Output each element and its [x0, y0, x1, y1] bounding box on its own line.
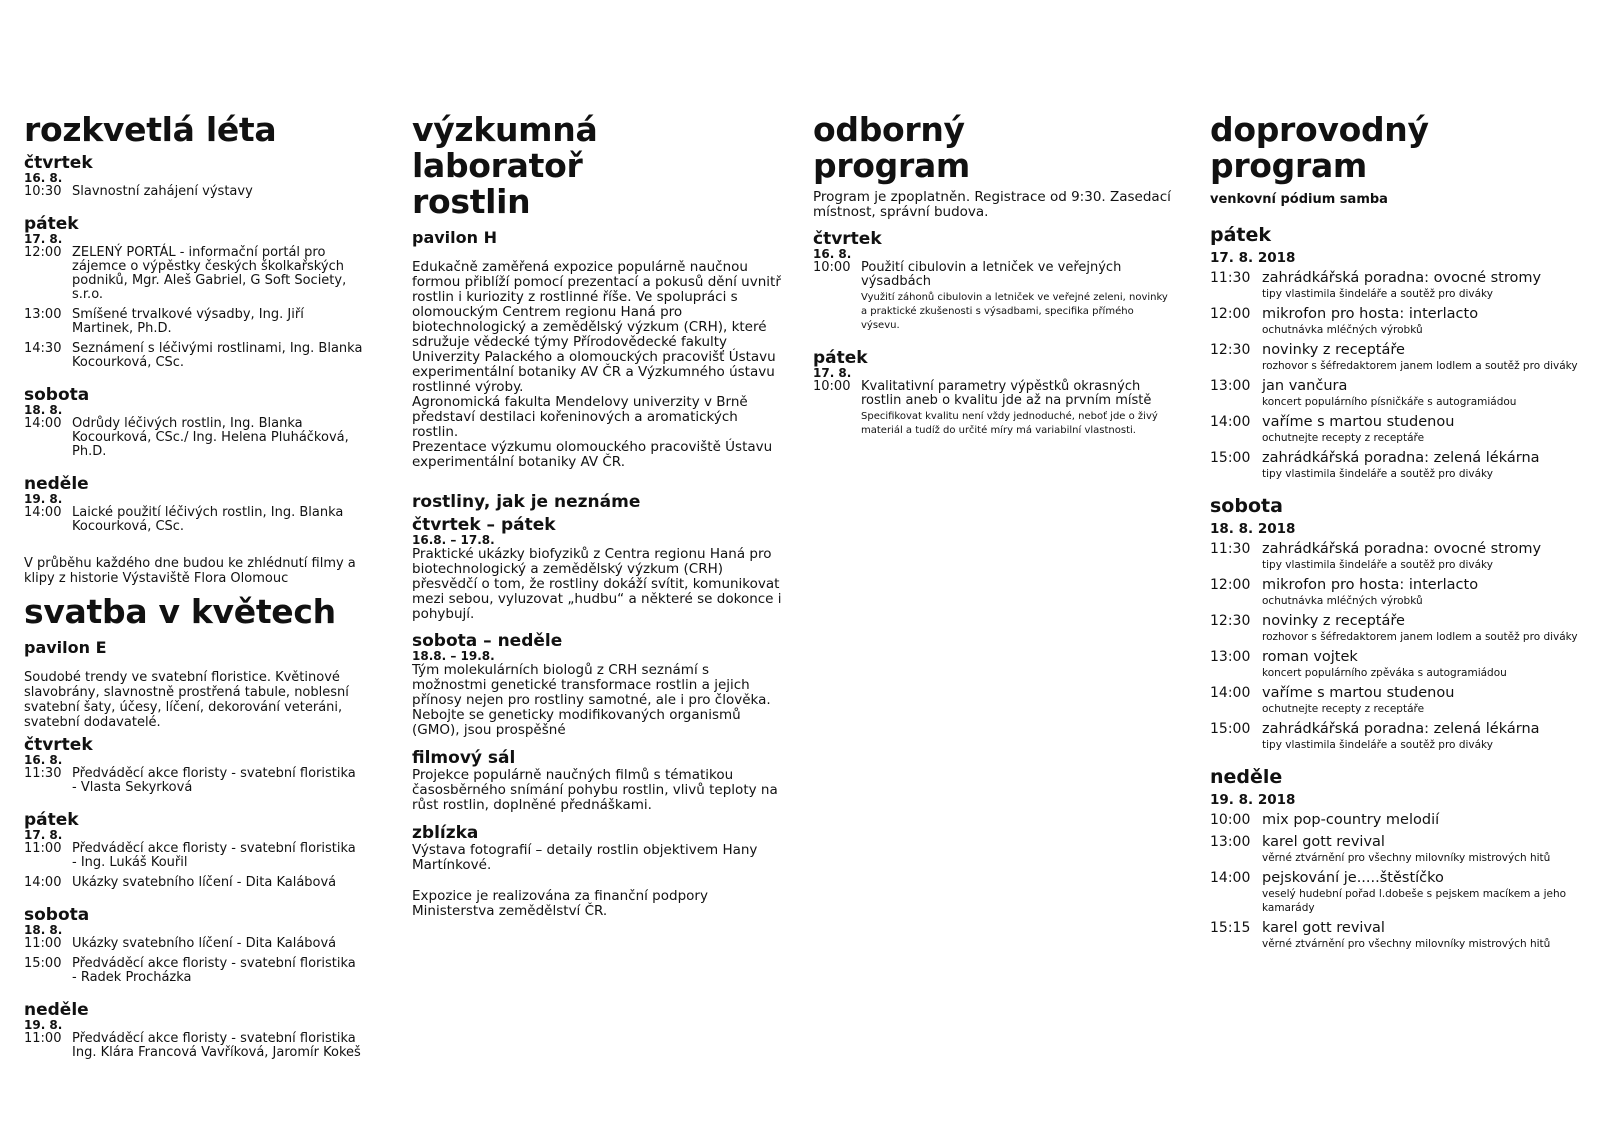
event-title: Použití cibulovin a letniček ve veřejných výsadbách [861, 260, 1122, 289]
event-time: 12:00 [24, 245, 62, 260]
date-label: 19. 8. [24, 492, 63, 506]
event-row [24, 937, 364, 951]
event-text [1262, 378, 1590, 409]
event-time: 10:00 [813, 260, 851, 275]
event-text [1262, 812, 1590, 829]
event-row [813, 380, 1173, 438]
event-title: Seznámení s léčivými rostlinami, Ing. Blanka Kocourková, CSc. [72, 341, 363, 370]
description-2: Agronomická fakulta Mendelovy univerzity v Brně představí destilaci kořeninových a aromatických rostlin. [412, 394, 748, 440]
day-label: čtvrtek – pátek [412, 515, 556, 535]
event-title: zahrádkářská poradna: ovocné stromy [1262, 270, 1542, 286]
event-text [1262, 270, 1590, 301]
event-title: novinky z receptáře [1262, 613, 1405, 629]
event-title: mix pop-country melodií [1262, 812, 1440, 828]
event-row [24, 1032, 364, 1060]
event-time: 12:30 [1210, 613, 1251, 629]
day-label: čtvrtek [24, 735, 93, 755]
event-title: Předváděcí akce floristy - svatební floristika Ing. Klára Francová Vavříková, Jaromír Kokeš [72, 1031, 361, 1060]
event-time: 13:00 [1210, 649, 1251, 665]
title-line: výzkumná [412, 110, 598, 149]
event-title: zahrádkářská poradna: zelená lékárna [1262, 721, 1540, 737]
event-note: Využití záhonů cibulovin a letniček ve veřejné zeleni, novinky a praktické zkušenosti s výsadbami, specifika přímého výsevu. [861, 292, 1168, 331]
title-line: rostlin [412, 182, 531, 221]
section-title: rozkvetlá léta [24, 110, 277, 149]
event-text [1262, 414, 1590, 445]
date-label: 17. 8. [24, 828, 63, 842]
date-label: 16. 8. [813, 247, 852, 261]
event-subtitle: koncert populárního písničkáře s autogramiádou [1262, 396, 1517, 408]
event-text [1262, 541, 1590, 572]
event-time: 10:00 [813, 379, 851, 394]
program-item [1210, 613, 1590, 644]
event-time: 15:15 [1210, 920, 1251, 936]
day-label: sobota [24, 385, 90, 405]
section-title [1210, 112, 1590, 184]
event-time: 11:30 [1210, 270, 1251, 286]
event-row [813, 261, 1173, 333]
date-label: 17. 8. [24, 232, 63, 246]
event-title: zahrádkářská poradna: zelená lékárna [1262, 450, 1540, 466]
column-doprovodny-program [1210, 112, 1590, 956]
event-text [861, 261, 1173, 333]
event-text [861, 380, 1173, 438]
paragraph: Praktické ukázky biofyziků z Centra regionu Haná pro biotechnologický a zemědělský výzkum (CRH) přesvědčí o tom, že rostliny dokáží svítit, komunikovat mezi sebou, vyluzovat „hudbu“ a některé se dokonce i pohybují. [412, 546, 782, 622]
event-title: Předváděcí akce floristy - svatební floristika - Radek Procházka [72, 956, 356, 985]
event-title: pejskování je.....štěstíčko [1262, 870, 1444, 886]
subsection-title: zblízka [412, 823, 479, 843]
event-time: 11:30 [1210, 541, 1251, 557]
program-item [1210, 541, 1590, 572]
paragraph: Tým molekulárních biologů z CRH seznámí s možnostmi genetické transformace rostlin a jejich přínosy nejen pro rostliny samotné, ale i pro člověka. Nebojte se geneticky modifikovaných organismů (GMO), jsou prospěšné [412, 662, 771, 738]
date-label: 16.8. – 17.8. [412, 533, 495, 547]
event-row [24, 308, 364, 336]
section-title [813, 112, 1173, 184]
day-label: pátek [24, 810, 79, 830]
event-time: 11:00 [24, 1031, 62, 1046]
event-title: jan vančura [1262, 378, 1348, 394]
title-line: odborný [813, 110, 965, 149]
event-subtitle: ochutnejte recepty z receptáře [1262, 432, 1425, 444]
day-label: sobota [24, 905, 90, 925]
column-odborny-program [813, 112, 1173, 438]
event-title: karel gott revival [1262, 834, 1385, 850]
day-list [24, 736, 364, 1060]
event-row [24, 185, 364, 199]
event-subtitle: věrné ztvárnění pro všechny milovníky mistrových hitů [1262, 852, 1551, 864]
event-row [24, 767, 364, 795]
day-list [813, 230, 1173, 438]
event-text [1262, 870, 1590, 915]
spacer [24, 890, 364, 902]
day-label: neděle [24, 1000, 89, 1020]
event-title: Laické použití léčivých rostlin, Ing. Blanka Kocourková, CSc. [72, 505, 344, 534]
event-time: 13:00 [1210, 834, 1251, 850]
event-time: 12:30 [1210, 342, 1251, 358]
title-line: program [1210, 146, 1368, 185]
date-label: 16. 8. [24, 753, 63, 767]
event-row [24, 957, 364, 985]
pavilon-label: pavilon H [412, 228, 497, 247]
event-time: 13:00 [1210, 378, 1251, 394]
program-item [1210, 306, 1590, 337]
program-item [1210, 685, 1590, 716]
title-line: program [813, 146, 971, 185]
event-time: 11:00 [24, 841, 62, 856]
footer-note: Expozice je realizována za finanční podpory Ministerstva zemědělství ČR. [412, 888, 708, 919]
event-text [72, 842, 364, 870]
event-text [72, 417, 364, 459]
event-time: 14:00 [1210, 414, 1251, 430]
event-subtitle: ochutnejte recepty z receptáře [1262, 703, 1425, 715]
title-line: doprovodný [1210, 110, 1429, 149]
venue-label: venkovní pódium samba [1210, 192, 1388, 207]
day-label: čtvrtek [813, 229, 882, 249]
date-label: 17. 8. [813, 366, 852, 380]
event-title: Ukázky svatebního líčení - Dita Kalábová [72, 936, 337, 951]
program-item [1210, 812, 1590, 829]
event-title: Odrůdy léčivých rostlin, Ing. Blanka Kocourková, CSc./ Ing. Helena Pluháčková, Ph.D. [72, 416, 349, 459]
program-item [1210, 577, 1590, 608]
spacer [24, 459, 364, 471]
section-description: Soudobé trendy ve svatební floristice. Květinové slavobrány, slavnostně prostřená tabule, noblesní svatební šaty, účesy, líčení, dekorování veteráni, svatební dodavatelé. [24, 670, 349, 730]
event-time: 14:00 [24, 505, 62, 520]
event-row [24, 417, 364, 459]
description-3: Prezentace výzkumu olomouckého pracoviště Ústavu experimentální botaniky AV ČR. [412, 439, 773, 470]
day-label: sobota – neděle [412, 631, 563, 651]
subsection-title: rostliny, jak je neznáme [412, 492, 641, 512]
day-label: čtvrtek [24, 153, 93, 173]
day-list [24, 154, 364, 534]
program-item [1210, 920, 1590, 951]
program-item [1210, 342, 1590, 373]
event-text [72, 342, 364, 370]
description: Edukačně zaměřená expozice populárně naučnou formou přiblíží pomocí prezentací a pokusů dění uvnitř rostlin i kuriozity z rostlinné říše. Ve spolupráci s olomouckým Centrem regionu Haná pro biotechnologický a zemědělský výzkum (CRH), které sdružuje vědecké týmy Přírodovědecké fakulty Univerzity Palackého a olomouckých pracovišť Ústavu experimentální botaniky AV ČR a Výzkumného ústavu rostlinné výroby. [412, 259, 781, 395]
day-list [1210, 224, 1590, 951]
event-text [72, 876, 364, 890]
day-label: pátek [24, 214, 79, 234]
event-title: Smíšené trvalkové výsadby, Ing. Jiří Martinek, Ph.D. [72, 307, 304, 336]
paragraph: Výstava fotografií – detaily rostlin objektivem Hany Martínkové. [412, 842, 758, 873]
event-title: Předváděcí akce floristy - svatební floristika - Vlasta Sekyrková [72, 766, 356, 795]
date-label: 16. 8. [24, 171, 63, 185]
event-text [1262, 306, 1590, 337]
event-time: 14:00 [24, 875, 62, 890]
event-text [1262, 685, 1590, 716]
event-title: karel gott revival [1262, 920, 1385, 936]
column-vyzkumna-laborator [412, 112, 782, 919]
event-subtitle: ochutnávka mléčných výrobků [1262, 324, 1423, 336]
program-item [1210, 870, 1590, 915]
date-label: 18.8. – 19.8. [412, 649, 495, 663]
event-text [72, 767, 364, 795]
program-item [1210, 378, 1590, 409]
program-item [1210, 270, 1590, 301]
event-time: 14:00 [1210, 685, 1251, 701]
event-title: roman vojtek [1262, 649, 1358, 665]
event-subtitle: tipy vlastimila šindeláře a soutěž pro diváky [1262, 288, 1493, 300]
event-text [1262, 649, 1590, 680]
event-text [1262, 577, 1590, 608]
event-text [72, 957, 364, 985]
event-time: 15:00 [1210, 721, 1251, 737]
date-label: 18. 8. 2018 [1210, 521, 1296, 537]
event-time: 14:00 [1210, 870, 1251, 886]
spacer [24, 370, 364, 382]
title-line: laboratoř [412, 146, 583, 185]
event-subtitle: rozhovor s šéfredaktorem janem lodlem a soutěž pro diváky [1262, 631, 1578, 643]
description: Program je zpoplatněn. Registrace od 9:30. Zasedací místnost, správní budova. [813, 189, 1171, 220]
event-subtitle: věrné ztvárnění pro všechny milovníky mistrových hitů [1262, 938, 1551, 950]
event-subtitle: tipy vlastimila šindeláře a soutěž pro diváky [1262, 559, 1493, 571]
event-row [24, 246, 364, 302]
program-item [1210, 721, 1590, 752]
date-label: 18. 8. [24, 403, 63, 417]
event-text [1262, 450, 1590, 481]
event-text [72, 185, 364, 199]
event-title: vaříme s martou studenou [1262, 414, 1455, 430]
event-title: mikrofon pro hosta: interlacto [1262, 306, 1479, 322]
event-text [1262, 834, 1590, 865]
event-title: zahrádkářská poradna: ovocné stromy [1262, 541, 1542, 557]
spacer [813, 333, 1173, 345]
event-subtitle: tipy vlastimila šindeláře a soutěž pro diváky [1262, 468, 1493, 480]
paragraph: Projekce populárně naučných filmů s tématikou časosběrného snímání pohybu rostlin, vlivů teploty na růst rostlin, doplněné přednáškami. [412, 767, 778, 813]
event-subtitle: ochutnávka mléčných výrobků [1262, 595, 1423, 607]
event-time: 10:30 [24, 184, 62, 199]
day-label: pátek [1210, 224, 1272, 246]
section-title-svatba: svatba v květech [24, 592, 336, 631]
event-title: vaříme s martou studenou [1262, 685, 1455, 701]
event-time: 11:30 [24, 766, 62, 781]
event-subtitle: veselý hudební pořad l.dobeše s pejskem macíkem a jeho kamarády [1262, 888, 1567, 914]
program-item [1210, 450, 1590, 481]
program-item [1210, 414, 1590, 445]
event-row [24, 506, 364, 534]
day-label: neděle [1210, 766, 1283, 788]
day-label: sobota [1210, 495, 1283, 517]
event-time: 15:00 [1210, 450, 1251, 466]
event-row [24, 342, 364, 370]
event-row [24, 876, 364, 890]
program-item [1210, 834, 1590, 865]
event-time: 12:00 [1210, 306, 1251, 322]
event-text [72, 246, 364, 302]
event-time: 15:00 [24, 956, 62, 971]
event-time: 11:00 [24, 936, 62, 951]
spacer [24, 199, 364, 211]
event-title: Předváděcí akce floristy - svatební floristika - Ing. Lukáš Kouřil [72, 841, 356, 870]
event-text [72, 937, 364, 951]
event-title: novinky z receptáře [1262, 342, 1405, 358]
event-title: ZELENÝ PORTÁL - informační portál pro zájemce o výpěstky českých školkařských podniků, Mgr. Aleš Gabriel, G Soft Society, s.r.o. [72, 245, 347, 302]
event-subtitle: koncert populárního zpěváka s autogramiádou [1262, 667, 1507, 679]
event-text [72, 308, 364, 336]
note: V průběhu každého dne budou ke zhlédnutí filmy a klipy z historie Výstaviště Flora Olomouc [24, 556, 356, 586]
event-text [72, 1032, 364, 1060]
pavilon-label: pavilon E [24, 638, 107, 657]
column-rozkvetla-leta [24, 112, 364, 1060]
event-note: Specifikovat kvalitu není vždy jednoduché, neboť jde o živý materiál a tudíž do určité míry má variabilní vlastnosti. [861, 411, 1158, 436]
spacer [24, 985, 364, 997]
event-title: mikrofon pro hosta: interlacto [1262, 577, 1479, 593]
event-title: Kvalitativní parametry výpěstků okrasných rostlin aneb o kvalitu jde až na prvním místě [861, 379, 1152, 408]
event-time: 10:00 [1210, 812, 1251, 828]
event-text [1262, 613, 1590, 644]
event-subtitle: rozhovor s šéfredaktorem janem lodlem a soutěž pro diváky [1262, 360, 1578, 372]
date-label: 19. 8. [24, 1018, 63, 1032]
event-title: Slavnostní zahájení výstavy [72, 184, 253, 199]
event-time: 13:00 [24, 307, 62, 322]
event-time: 14:00 [24, 416, 62, 431]
date-label: 17. 8. 2018 [1210, 250, 1296, 266]
event-text [72, 506, 364, 534]
event-subtitle: tipy vlastimila šindeláře a soutěž pro diváky [1262, 739, 1493, 751]
section-title [412, 112, 782, 220]
event-row [24, 842, 364, 870]
date-label: 18. 8. [24, 923, 63, 937]
event-text [1262, 342, 1590, 373]
subsection-title: filmový sál [412, 748, 516, 768]
spacer [24, 795, 364, 807]
event-title: Ukázky svatebního líčení - Dita Kalábová [72, 875, 337, 890]
event-time: 12:00 [1210, 577, 1251, 593]
date-label: 19. 8. 2018 [1210, 792, 1296, 808]
day-label: neděle [24, 474, 89, 494]
day-label: pátek [813, 348, 868, 368]
event-text [1262, 721, 1590, 752]
event-time: 14:30 [24, 341, 62, 356]
event-text [1262, 920, 1590, 951]
program-item [1210, 649, 1590, 680]
